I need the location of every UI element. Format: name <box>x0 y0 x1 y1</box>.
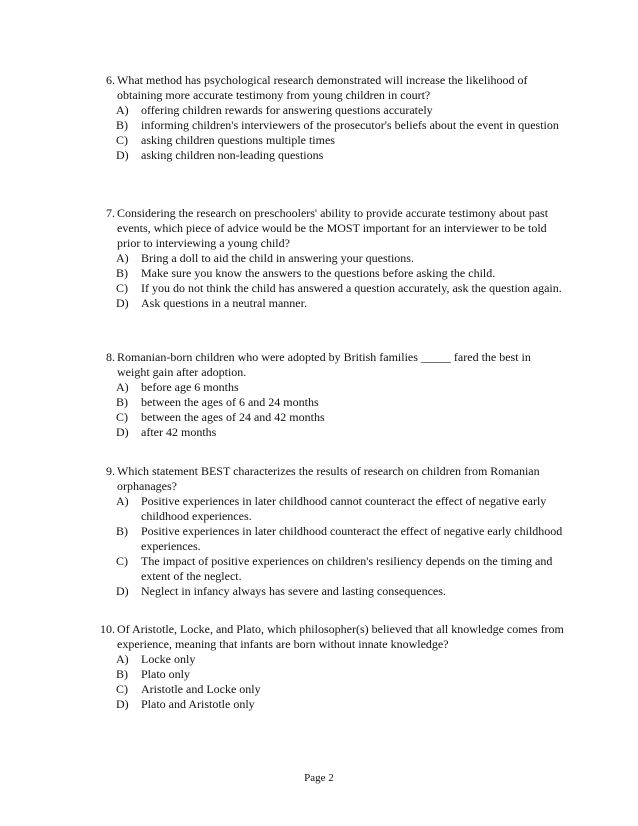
answer-choices <box>116 103 564 163</box>
choice-text: offering children rewards for answering questions accurately <box>141 103 433 117</box>
question-text: Which statement BEST characterizes the results of research on children from Romanian orphanages? <box>117 464 540 493</box>
choice-letter: D) <box>116 296 129 310</box>
choice-letter: A) <box>116 494 129 508</box>
choice-text: informing children's interviewers of the prosecutor's beliefs about the event in question <box>141 118 559 132</box>
answer-choice-d <box>116 584 564 599</box>
choice-text: Locke only <box>141 652 196 666</box>
choice-text: asking children questions multiple times <box>141 133 335 147</box>
choice-letter: A) <box>116 251 129 265</box>
choice-letter: C) <box>116 281 128 295</box>
answer-choice-a <box>116 103 564 118</box>
question-stem <box>84 206 564 251</box>
answer-choice-b <box>116 524 564 554</box>
choice-text: Positive experiences in later childhood counteract the effect of negative early childhood experiences. <box>141 524 563 553</box>
choice-text: If you do not think the child has answered a question accurately, ask the question again. <box>141 281 562 295</box>
choice-letter: B) <box>116 524 128 538</box>
choice-letter: D) <box>116 584 129 598</box>
choice-text: before age 6 months <box>141 380 239 394</box>
answer-choice-c <box>116 682 564 697</box>
question-number: 10. <box>100 622 115 636</box>
choice-letter: B) <box>116 118 128 132</box>
choice-text: The impact of positive experiences on children's resiliency depends on the timing and extent of the neglect. <box>141 554 553 583</box>
question-6 <box>84 73 564 163</box>
question-number: 9. <box>106 464 115 478</box>
choice-letter: A) <box>116 380 129 394</box>
choice-letter: C) <box>116 133 128 147</box>
answer-choice-b <box>116 118 564 133</box>
answer-choice-d <box>116 296 564 311</box>
answer-choice-c <box>116 281 564 296</box>
question-stem <box>84 350 564 380</box>
choice-text: after 42 months <box>141 425 217 439</box>
choice-text: Ask questions in a neutral manner. <box>141 296 307 310</box>
answer-choices <box>116 251 564 311</box>
page-number: Page 2 <box>304 772 334 784</box>
question-text: Romanian-born children who were adopted by British families _____ fared the best in weight gain after adoption. <box>117 350 531 379</box>
choice-letter: A) <box>116 103 129 117</box>
choice-text: Aristotle and Locke only <box>141 682 261 696</box>
choice-text: between the ages of 6 and 24 months <box>141 395 319 409</box>
choice-letter: B) <box>116 266 128 280</box>
question-10 <box>84 622 564 712</box>
choice-letter: C) <box>116 554 128 568</box>
answer-choice-a <box>116 494 564 524</box>
choice-text: Neglect in infancy always has severe and lasting consequences. <box>141 584 446 598</box>
answer-choice-b <box>116 266 564 281</box>
choice-letter: B) <box>116 395 128 409</box>
choice-letter: D) <box>116 425 129 439</box>
choice-text: asking children non-leading questions <box>141 148 324 162</box>
answer-choice-d <box>116 697 564 712</box>
choice-letter: D) <box>116 697 129 711</box>
answer-choice-a <box>116 380 564 395</box>
answer-choice-c <box>116 554 564 584</box>
answer-choice-c <box>116 133 564 148</box>
answer-choice-a <box>116 652 564 667</box>
answer-choice-a <box>116 251 564 266</box>
choice-letter: C) <box>116 682 128 696</box>
choice-text: Make sure you know the answers to the questions before asking the child. <box>141 266 496 280</box>
question-stem <box>84 622 564 652</box>
answer-choices <box>116 494 564 599</box>
question-text: What method has psychological research demonstrated will increase the likelihood of obtaining more accurate testimony from young children in court? <box>117 73 528 102</box>
question-number: 8. <box>106 350 115 364</box>
question-stem <box>84 73 564 103</box>
choice-letter: C) <box>116 410 128 424</box>
question-text: Considering the research on preschoolers' ability to provide accurate testimony about past events, which piece of advice would be the MOST important for an interviewer to be told prior to interviewing a young child? <box>117 206 549 250</box>
answer-choice-b <box>116 667 564 682</box>
question-stem <box>84 464 564 494</box>
answer-choices <box>116 380 564 440</box>
question-text: Of Aristotle, Locke, and Plato, which philosopher(s) believed that all knowledge comes from experience, meaning that infants are born without innate knowledge? <box>117 622 564 651</box>
answer-choices <box>116 652 564 712</box>
question-9 <box>84 464 564 599</box>
answer-choice-d <box>116 148 564 163</box>
choice-text: Positive experiences in later childhood cannot counteract the effect of negative early childhood experiences. <box>141 494 547 523</box>
question-number: 6. <box>106 73 115 87</box>
answer-choice-c <box>116 410 564 425</box>
choice-letter: B) <box>116 667 128 681</box>
choice-text: Bring a doll to aid the child in answering your questions. <box>141 251 414 265</box>
choice-text: Plato and Aristotle only <box>141 697 255 711</box>
choice-text: Plato only <box>141 667 191 681</box>
answer-choice-d <box>116 425 564 440</box>
question-8 <box>84 350 564 440</box>
answer-choice-b <box>116 395 564 410</box>
question-number: 7. <box>106 206 115 220</box>
choice-letter: A) <box>116 652 129 666</box>
question-7 <box>84 206 564 311</box>
choice-text: between the ages of 24 and 42 months <box>141 410 325 424</box>
choice-letter: D) <box>116 148 129 162</box>
